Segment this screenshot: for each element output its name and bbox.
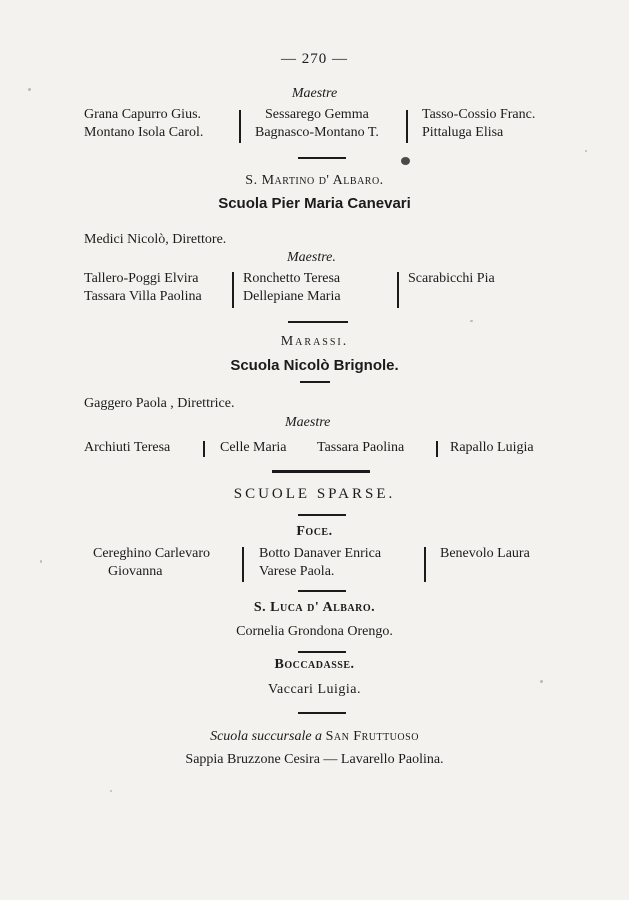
place-heading: Foce. bbox=[296, 524, 333, 539]
teacher-name: Sessarego Gemma bbox=[265, 107, 369, 122]
separator-rule bbox=[298, 651, 346, 653]
succursale-label: Scuola succursale a bbox=[210, 729, 323, 744]
separator-rule bbox=[288, 321, 348, 323]
teacher-name: Ronchetto Teresa bbox=[243, 271, 341, 286]
separator-rule bbox=[298, 514, 346, 516]
separator-rule bbox=[272, 470, 370, 473]
separator-rule bbox=[298, 712, 346, 714]
place-heading: Boccadasse. bbox=[274, 657, 355, 672]
teacher-name: Vaccari Luigia. bbox=[267, 682, 361, 697]
teacher-name: Archiuti Teresa bbox=[84, 440, 171, 455]
paper-speck bbox=[470, 320, 473, 322]
separator-rule bbox=[298, 157, 346, 159]
teacher-name: Tassara Paolina bbox=[317, 440, 405, 455]
teacher-name: Giovanna bbox=[108, 564, 163, 579]
teacher-name: Celle Maria bbox=[220, 440, 287, 455]
teacher-name: Tasso-Cossio Franc. bbox=[422, 107, 536, 122]
teacher-name: Varese Paola. bbox=[259, 564, 335, 579]
teacher-name: Montano Isola Carol. bbox=[84, 125, 204, 140]
teacher-name: Pittaluga Elisa bbox=[422, 125, 504, 140]
column-divider bbox=[232, 272, 234, 308]
teacher-name: Cornelia Grondona Orengo. bbox=[236, 624, 393, 639]
teacher-name: Benevolo Laura bbox=[440, 546, 530, 561]
teacher-name: Grana Capurro Gius. bbox=[84, 107, 202, 122]
teacher-name: Rapallo Luigia bbox=[450, 440, 534, 455]
maestre-label: Maestre bbox=[291, 86, 338, 101]
column-divider bbox=[436, 441, 438, 457]
ink-blot bbox=[401, 157, 410, 165]
teacher-name: Cereghino Carlevaro bbox=[93, 546, 211, 561]
page-number: — 270 — bbox=[281, 51, 348, 67]
teacher-name: Scarabicchi Pia bbox=[408, 271, 495, 286]
teacher-name: Dellepiane Maria bbox=[243, 289, 341, 304]
teacher-names: Sappia Bruzzone Cesira — Lavarello Paolina. bbox=[185, 752, 444, 767]
section-title: SCUOLE SPARSE. bbox=[233, 486, 396, 502]
school-heading: Scuola Nicolò Brignole. bbox=[230, 357, 399, 374]
teacher-name: Tassara Villa Paolina bbox=[84, 289, 202, 304]
director-line: Gaggero Paola , Direttrice. bbox=[84, 396, 235, 411]
teacher-name: Botto Danaver Enrica bbox=[259, 546, 382, 561]
paper-speck bbox=[110, 790, 112, 792]
director-line: Medici Nicolò, Direttore. bbox=[84, 232, 227, 247]
teacher-name: Tallero-Poggi Elvira bbox=[84, 271, 199, 286]
teacher-name: Bagnasco-Montano T. bbox=[255, 125, 379, 140]
place-heading: Marassi. bbox=[280, 334, 349, 349]
paper-speck bbox=[585, 150, 587, 152]
column-divider bbox=[406, 110, 408, 143]
place-heading: S. Martino d' Albaro. bbox=[245, 173, 384, 188]
succursale-place: San Fruttuoso bbox=[325, 729, 419, 744]
maestre-label: Maestre bbox=[285, 415, 331, 430]
column-divider bbox=[242, 547, 244, 582]
column-divider bbox=[203, 441, 205, 457]
succursale-heading bbox=[0, 729, 629, 745]
school-heading: Scuola Pier Maria Canevari bbox=[218, 195, 411, 212]
maestre-label: Maestre. bbox=[287, 250, 336, 265]
paper-speck bbox=[40, 560, 42, 563]
column-divider bbox=[239, 110, 241, 143]
place-heading: S. Luca d' Albaro. bbox=[253, 600, 376, 615]
column-divider bbox=[397, 272, 399, 308]
separator-rule bbox=[298, 590, 346, 592]
separator-rule bbox=[300, 381, 330, 383]
column-divider bbox=[424, 547, 426, 582]
